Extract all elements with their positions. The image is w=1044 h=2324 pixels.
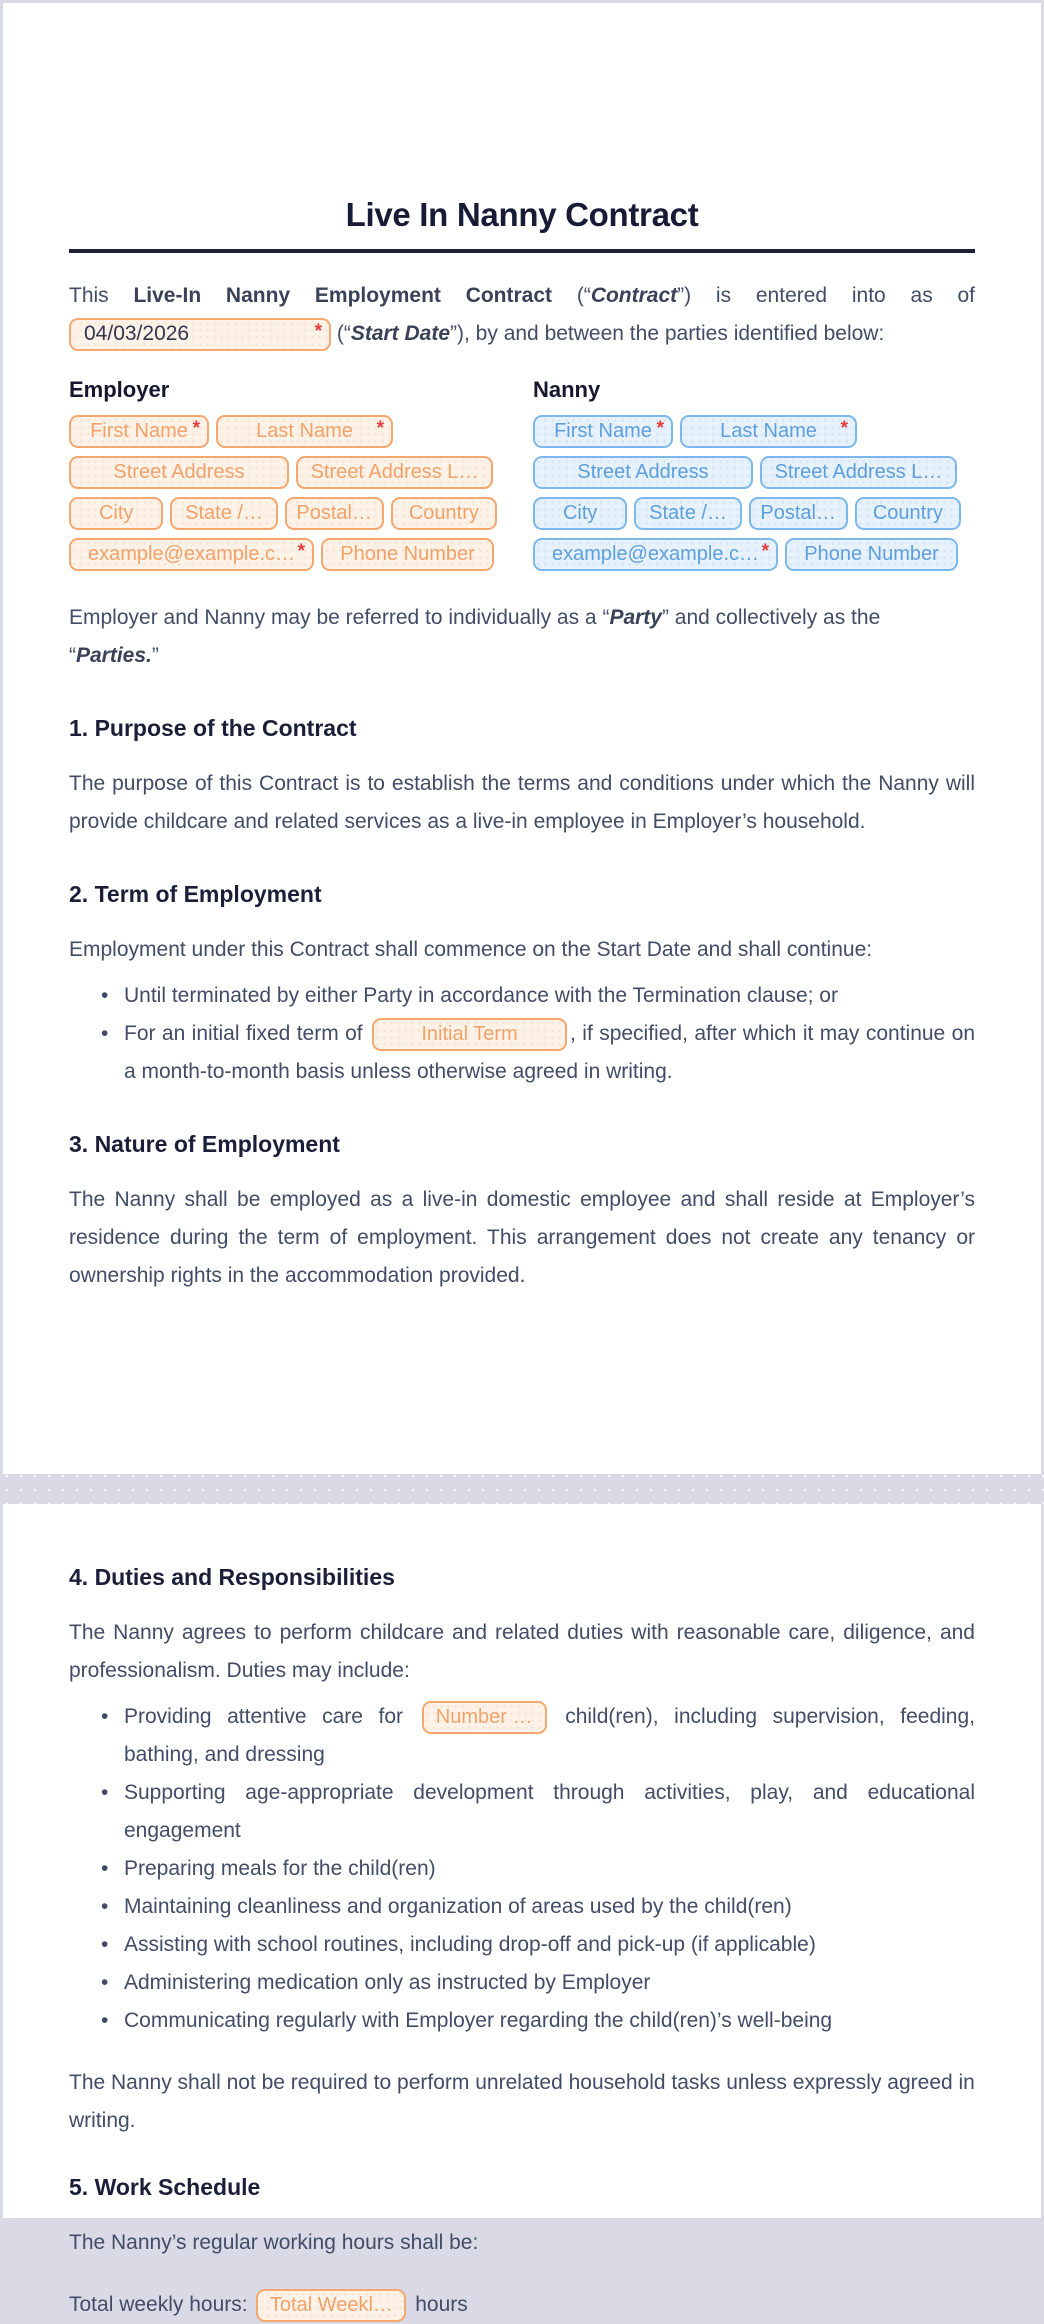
field-placeholder: Postal… [760,502,836,524]
field-placeholder: Postal… [296,502,372,524]
employer-last-name[interactable] [216,415,393,448]
nanny-last-name[interactable] [680,415,857,448]
nanny-country[interactable] [855,497,961,530]
field-placeholder: First Name [90,420,188,442]
text-run: Assisting with school routines, including drop-off and pick-up (if applicable) [124,1933,816,1956]
text-run: (“ [331,322,351,345]
field-row [533,456,961,489]
nanny-city[interactable] [533,497,627,530]
list-item [101,1850,975,1888]
field-placeholder: Last Name [256,420,353,442]
list-item [101,1888,975,1926]
section-3-heading: 3. Nature of Employment [69,1131,340,1157]
number-of-children-input[interactable] [422,1701,547,1734]
nanny-postal-code[interactable] [749,497,848,530]
field-placeholder: State /… [649,502,727,524]
employer-section [69,375,497,571]
nanny-section [533,375,961,571]
intro-paragraph [69,277,975,353]
text-run: ”) is entered into as of [677,284,975,307]
list-item [101,2002,975,2040]
employer-fields [69,415,497,571]
section-5-lead: The Nanny’s regular working hours shall be: [69,2231,479,2254]
text-run: This [69,284,134,307]
employer-street-address[interactable] [69,456,289,489]
title-divider [69,249,975,253]
field-row [533,538,961,571]
field-row [69,415,497,448]
text-run: (“ [552,284,591,307]
text-run: For an initial fixed term of [124,1022,370,1045]
text-run-bold-italic: Start Date [350,322,451,345]
required-asterisk: * [297,541,305,562]
field-placeholder: Total Weekl… [269,2294,393,2317]
section-4-lead: The Nanny agrees to perform childcare and related duties with reasonable care, diligence, and professionalism. Duties may include: [69,1621,975,1682]
text-run: Communicating regularly with Employer regarding the child(ren)’s well-being [124,2009,833,2032]
field-placeholder: City [98,502,134,524]
required-asterisk: * [761,541,769,562]
start-date-value: 04/03/2026 [84,322,190,346]
field-placeholder: First Name [554,420,652,442]
field-placeholder: Country [872,502,943,524]
field-row [69,497,497,530]
field-row [69,456,497,489]
party-note-paragraph [69,599,975,675]
employer-state[interactable] [170,497,277,530]
employer-postal-code[interactable] [285,497,384,530]
section-2-lead: Employment under this Contract shall commence on the Start Date and shall continue: [69,938,873,961]
text-run: , if specified, after which it may continue on a month-to-month basis unless otherwise agreed in writing. [124,1022,975,1083]
field-row [533,497,961,530]
text-run: Until terminated by either Party in accordance with the Termination clause; or [124,984,838,1007]
employer-street-address-line2[interactable] [296,456,493,489]
text-run-bold-italic: Party [609,606,662,629]
field-placeholder: Phone Number [804,543,939,565]
employer-email[interactable] [69,538,314,571]
field-row [533,415,961,448]
total-weekly-hours-line [69,2286,975,2324]
field-placeholder: Number … [435,1706,533,1729]
required-asterisk: * [314,320,322,342]
section-3-paragraph: The Nanny shall be employed as a live-in domestic employee and shall reside at Employer’s residence during the term of employment. This arrangement does not create any tenancy or ownership rights in the accommodation provided. [69,1188,975,1287]
page-title: Live In Nanny Contract [345,196,699,233]
employer-country[interactable] [391,497,497,530]
field-placeholder: Initial Term [421,1023,518,1046]
section-4-list [69,1698,975,2040]
text-run-bold: Live-In Nanny Employment Contract [133,284,553,307]
field-placeholder: Last Name [720,420,817,442]
text-run: ”), by and between the parties identified below: [450,322,885,345]
list-item [101,1774,975,1850]
field-placeholder: City [562,502,598,524]
text-run: ” [151,644,159,667]
required-asterisk: * [376,418,384,439]
page-1 [3,3,1041,1474]
field-row [69,538,497,571]
text-run: Total weekly hours: [69,2293,254,2316]
text-run: Preparing meals for the child(ren) [124,1857,436,1880]
page-2 [3,1504,1041,2317]
section-5-heading: 5. Work Schedule [69,2174,261,2200]
nanny-email[interactable] [533,538,778,571]
text-run: hours [409,2293,468,2316]
field-placeholder: Phone Number [340,543,475,565]
employer-heading: Employer [69,377,170,402]
section-1-paragraph: The purpose of this Contract is to establish the terms and conditions under which the Nanny will provide childcare and related services as a live-in employee in Employer’s household. [69,772,975,833]
page-break [0,1474,1044,1504]
text-run: Maintaining cleanliness and organization of areas used by the child(ren) [124,1895,792,1918]
section-2-heading: 2. Term of Employment [69,881,322,907]
list-item [101,1964,975,2002]
employer-first-name[interactable] [69,415,209,448]
nanny-fields [533,415,961,571]
start-date-input[interactable] [69,318,331,351]
field-placeholder: Street Address [113,461,245,483]
initial-term-input[interactable] [372,1018,567,1051]
nanny-street-address-line2[interactable] [760,456,957,489]
field-placeholder: Street Address L… [310,461,479,483]
required-asterisk: * [656,418,664,439]
employer-phone-number[interactable] [321,538,494,571]
text-run: Supporting age-appropriate development through activities, play, and educational engagement [124,1781,975,1842]
total-weekly-hours-input[interactable] [256,2289,406,2322]
text-run: child(ren), including supervision, feeding, bathing, and dressing [124,1705,975,1766]
required-asterisk: * [192,418,200,439]
section-4-closing: The Nanny shall not be required to perform unrelated household tasks unless expressly agreed in writing. [69,2071,975,2132]
field-placeholder: example@example.c… [87,543,296,565]
text-run: Administering medication only as instructed by Employer [124,1971,651,1994]
list-item [101,1698,975,1774]
list-item [101,1015,975,1091]
nanny-heading: Nanny [533,377,601,402]
section-1-heading: 1. Purpose of the Contract [69,715,357,741]
text-run: ” and collectively as the “ [69,606,881,667]
nanny-phone-number[interactable] [785,538,958,571]
parties-block [69,375,975,571]
field-placeholder: Street Address L… [774,461,943,483]
field-placeholder: Country [408,502,479,524]
section-2-list [69,977,975,1091]
list-item [101,977,975,1015]
text-run-bold-italic: Contract [590,284,678,307]
list-item [101,1926,975,1964]
text-run: Employer and Nanny may be referred to individually as a “ [69,606,610,629]
nanny-first-name[interactable] [533,415,673,448]
field-placeholder: example@example.c… [551,543,760,565]
field-placeholder: Street Address [577,461,709,483]
employer-city[interactable] [69,497,163,530]
nanny-street-address[interactable] [533,456,753,489]
text-run-bold-italic: Parties. [76,644,152,667]
nanny-state[interactable] [634,497,741,530]
field-placeholder: State /… [185,502,263,524]
text-run: Providing attentive care for [124,1705,419,1728]
required-asterisk: * [840,418,848,439]
section-4-heading: 4. Duties and Responsibilities [69,1564,395,1590]
